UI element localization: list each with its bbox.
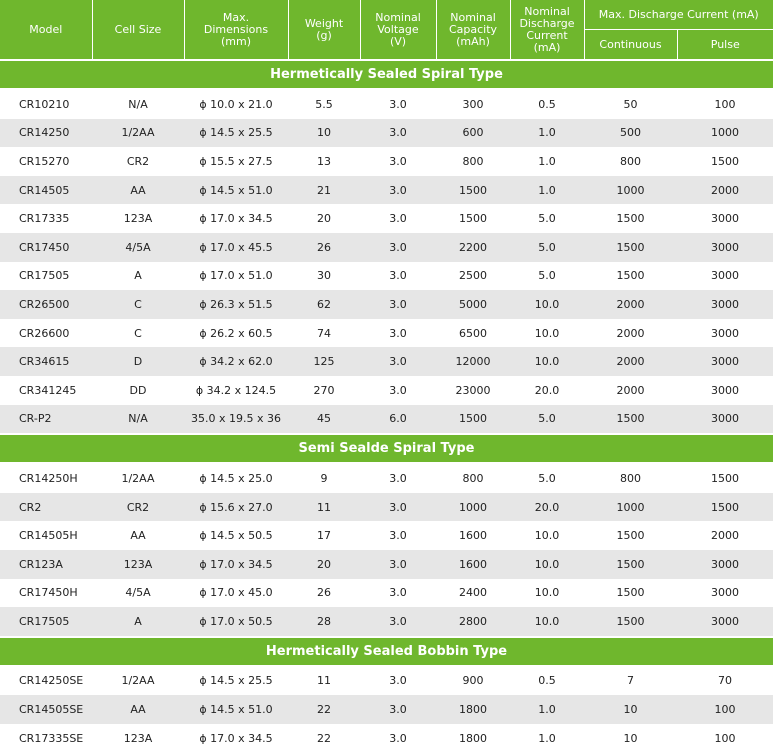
cell-capacity: 800 <box>462 471 484 485</box>
header-capacity: Nominal Capacity (mAh) <box>436 0 510 60</box>
cell-voltage: 3.0 <box>389 529 407 543</box>
section-title: Hermetically Sealed Spiral Type <box>0 60 773 89</box>
cell-continuous: 1000 <box>584 493 677 522</box>
cell-pulse: 3000 <box>711 586 739 600</box>
cell-pulse: 3000 <box>677 405 773 435</box>
cell-model: CR17335 <box>19 212 70 226</box>
cell-pulse: 2000 <box>677 176 773 205</box>
cell-model: CR-P2 <box>0 405 92 435</box>
cell-voltage: 3.0 <box>389 586 407 600</box>
cell-dimensions: ϕ 14.5 x 25.0 <box>199 471 273 485</box>
cell-capacity: 1500 <box>459 212 487 226</box>
cell-weight: 22 <box>317 731 331 745</box>
table-row <box>0 695 773 724</box>
cell-discharge: 10.0 <box>510 290 584 319</box>
cell-model: CR17450H <box>19 586 78 600</box>
cell-discharge: 0.5 <box>538 674 556 688</box>
cell-pulse: 3000 <box>677 347 773 376</box>
cell-voltage: 3.0 <box>389 471 407 485</box>
cell-dimensions: ϕ 17.0 x 34.5 <box>199 212 273 226</box>
cell-pulse: 3000 <box>677 233 773 262</box>
table-row <box>0 550 773 579</box>
cell-capacity: 1600 <box>436 550 510 579</box>
cell-continuous: 1500 <box>616 212 645 226</box>
cell-voltage: 3.0 <box>360 493 436 522</box>
table-row <box>0 376 773 405</box>
cell-pulse: 3000 <box>711 269 739 283</box>
cell-model: CR17335SE <box>19 731 84 745</box>
cell-voltage: 3.0 <box>389 212 407 226</box>
cell-weight: 62 <box>288 290 360 319</box>
table-row <box>0 463 773 493</box>
cell-discharge: 10.0 <box>510 607 584 637</box>
table-row <box>0 119 773 148</box>
header-cell-size: Cell Size <box>92 0 184 60</box>
cell-discharge: 10.0 <box>534 326 560 340</box>
cell-cell-size: N/A <box>92 405 184 435</box>
cell-cell-size: A <box>92 607 184 637</box>
cell-discharge: 5.0 <box>538 471 556 485</box>
table-row <box>0 89 773 119</box>
cell-capacity: 1800 <box>436 695 510 724</box>
cell-weight: 26 <box>317 586 331 600</box>
cell-voltage: 3.0 <box>360 176 436 205</box>
cell-cell-size: AA <box>92 695 184 724</box>
cell-discharge: 10.0 <box>510 550 584 579</box>
table-row <box>0 724 773 752</box>
cell-model: CR14250H <box>19 471 78 485</box>
section-title: Hermetically Sealed Bobbin Type <box>0 637 773 666</box>
table-body <box>0 60 773 752</box>
cell-cell-size: 1/2AA <box>92 119 184 148</box>
cell-dimensions: ϕ 17.0 x 45.0 <box>199 586 273 600</box>
cell-capacity: 1800 <box>459 731 487 745</box>
cell-voltage: 3.0 <box>360 550 436 579</box>
header-pulse: Pulse <box>677 30 773 61</box>
cell-model: CR14505H <box>19 529 78 543</box>
cell-weight: 125 <box>288 347 360 376</box>
section-title: Semi Sealde Spiral Type <box>0 434 773 463</box>
cell-voltage: 3.0 <box>360 695 436 724</box>
cell-model: CR14505SE <box>0 695 92 724</box>
table-row <box>0 176 773 205</box>
cell-model: CR14250SE <box>19 674 84 688</box>
table-row <box>0 405 773 435</box>
cell-pulse: 1500 <box>711 471 739 485</box>
cell-weight: 9 <box>320 471 328 485</box>
table-row <box>0 521 773 550</box>
cell-pulse: 1500 <box>677 493 773 522</box>
cell-cell-size: 123A <box>123 731 153 745</box>
cell-continuous: 2000 <box>616 326 645 340</box>
cell-continuous: 800 <box>620 154 641 168</box>
cell-voltage: 3.0 <box>360 233 436 262</box>
cell-continuous: 1500 <box>616 529 645 543</box>
cell-model: CR34615 <box>0 347 92 376</box>
cell-continuous: 1500 <box>616 586 645 600</box>
cell-weight: 10 <box>288 119 360 148</box>
cell-discharge: 1.0 <box>510 119 584 148</box>
cell-cell-size: 1/2AA <box>121 674 155 688</box>
table-row <box>0 347 773 376</box>
cell-cell-size: CR2 <box>126 154 150 168</box>
cell-voltage: 3.0 <box>389 326 407 340</box>
cell-cell-size: C <box>134 326 142 340</box>
cell-discharge: 20.0 <box>510 493 584 522</box>
cell-dimensions: ϕ 34.2 x 124.5 <box>195 383 277 397</box>
cell-weight: 11 <box>317 674 331 688</box>
cell-pulse: 100 <box>714 731 736 745</box>
cell-pulse: 100 <box>714 97 736 111</box>
cell-cell-size: 123A <box>123 212 153 226</box>
cell-pulse: 1500 <box>711 154 739 168</box>
cell-weight: 21 <box>288 176 360 205</box>
cell-continuous: 50 <box>623 97 638 111</box>
cell-continuous: 7 <box>627 674 634 688</box>
cell-weight: 74 <box>317 326 331 340</box>
cell-weight: 17 <box>317 529 331 543</box>
cell-model: CR10210 <box>19 97 70 111</box>
cell-continuous: 1000 <box>584 176 677 205</box>
cell-dimensions: ϕ 26.2 x 60.5 <box>199 326 273 340</box>
cell-model: CR14505 <box>0 176 92 205</box>
cell-model: CR17505 <box>19 269 70 283</box>
cell-dimensions: ϕ 14.5 x 25.5 <box>199 674 273 688</box>
table-row <box>0 493 773 522</box>
cell-capacity: 1600 <box>459 529 487 543</box>
header-weight: Weight (g) <box>288 0 360 60</box>
cell-weight: 5.5 <box>315 97 333 111</box>
cell-capacity: 12000 <box>436 347 510 376</box>
cell-dimensions: ϕ 14.5 x 51.0 <box>184 695 288 724</box>
cell-weight: 11 <box>288 493 360 522</box>
cell-continuous: 1500 <box>584 550 677 579</box>
cell-model: CR26500 <box>0 290 92 319</box>
cell-dimensions: ϕ 26.3 x 51.5 <box>184 290 288 319</box>
cell-cell-size: A <box>134 269 142 283</box>
cell-model: CR14250 <box>0 119 92 148</box>
cell-discharge: 5.0 <box>510 233 584 262</box>
cell-capacity: 1000 <box>436 493 510 522</box>
cell-capacity: 300 <box>462 97 484 111</box>
table-row <box>0 290 773 319</box>
cell-weight: 45 <box>288 405 360 435</box>
header-dimensions: Max. Dimensions (mm) <box>184 0 288 60</box>
cell-capacity: 1500 <box>436 405 510 435</box>
table-row <box>0 233 773 262</box>
cell-continuous: 1500 <box>584 233 677 262</box>
cell-discharge: 10.0 <box>510 347 584 376</box>
cell-cell-size: AA <box>130 529 146 543</box>
cell-capacity: 23000 <box>455 383 491 397</box>
cell-weight: 20 <box>288 550 360 579</box>
cell-model: CR2 <box>0 493 92 522</box>
cell-continuous: 1500 <box>616 269 645 283</box>
cell-cell-size: D <box>92 347 184 376</box>
cell-model: CR17505 <box>0 607 92 637</box>
cell-voltage: 3.0 <box>389 154 407 168</box>
cell-voltage: 3.0 <box>360 607 436 637</box>
cell-discharge: 5.0 <box>538 212 556 226</box>
cell-dimensions: 35.0 x 19.5 x 36 <box>184 405 288 435</box>
cell-continuous: 500 <box>584 119 677 148</box>
header-max-discharge: Max. Discharge Current (mA) <box>584 0 773 30</box>
cell-capacity: 900 <box>462 674 484 688</box>
cell-pulse: 3000 <box>677 290 773 319</box>
cell-pulse: 70 <box>718 674 732 688</box>
cell-model: CR123A <box>0 550 92 579</box>
cell-dimensions: ϕ 17.0 x 50.5 <box>184 607 288 637</box>
cell-pulse: 3000 <box>711 212 739 226</box>
cell-weight: 270 <box>313 383 335 397</box>
cell-capacity: 600 <box>436 119 510 148</box>
cell-dimensions: ϕ 15.5 x 27.5 <box>199 154 273 168</box>
cell-model: CR17450 <box>0 233 92 262</box>
cell-continuous: 800 <box>620 471 641 485</box>
header-model: Model <box>0 0 92 60</box>
cell-model: CR15270 <box>19 154 70 168</box>
cell-continuous: 1500 <box>584 607 677 637</box>
cell-cell-size: 123A <box>92 550 184 579</box>
cell-pulse: 100 <box>677 695 773 724</box>
cell-discharge: 1.0 <box>510 176 584 205</box>
cell-weight: 13 <box>317 154 331 168</box>
cell-discharge: 1.0 <box>510 695 584 724</box>
cell-capacity: 2500 <box>459 269 487 283</box>
cell-pulse: 1000 <box>677 119 773 148</box>
cell-dimensions: ϕ 34.2 x 62.0 <box>184 347 288 376</box>
cell-voltage: 6.0 <box>360 405 436 435</box>
cell-dimensions: ϕ 14.5 x 25.5 <box>184 119 288 148</box>
cell-continuous: 10 <box>584 695 677 724</box>
cell-voltage: 3.0 <box>360 119 436 148</box>
cell-weight: 28 <box>288 607 360 637</box>
cell-voltage: 3.0 <box>389 674 407 688</box>
cell-capacity: 2400 <box>459 586 487 600</box>
cell-discharge: 1.0 <box>538 154 556 168</box>
cell-cell-size: AA <box>92 176 184 205</box>
cell-weight: 20 <box>317 212 331 226</box>
cell-voltage: 3.0 <box>360 290 436 319</box>
cell-weight: 30 <box>317 269 331 283</box>
table-row <box>0 579 773 608</box>
header-voltage: Nominal Voltage (V) <box>360 0 436 60</box>
cell-weight: 26 <box>288 233 360 262</box>
cell-continuous: 1500 <box>584 405 677 435</box>
table-row <box>0 262 773 291</box>
cell-discharge: 10.0 <box>534 586 560 600</box>
cell-discharge: 0.5 <box>538 97 556 111</box>
cell-voltage: 3.0 <box>389 269 407 283</box>
cell-dimensions: ϕ 10.0 x 21.0 <box>199 97 273 111</box>
cell-capacity: 1500 <box>436 176 510 205</box>
table-row <box>0 607 773 637</box>
cell-model: CR341245 <box>19 383 77 397</box>
cell-cell-size: N/A <box>128 97 148 111</box>
cell-dimensions: ϕ 17.0 x 45.5 <box>184 233 288 262</box>
cell-voltage: 3.0 <box>360 347 436 376</box>
cell-dimensions: ϕ 14.5 x 50.5 <box>199 529 273 543</box>
cell-capacity: 2800 <box>436 607 510 637</box>
cell-cell-size: 4/5A <box>92 233 184 262</box>
cell-dimensions: ϕ 17.0 x 51.0 <box>199 269 273 283</box>
cell-discharge: 5.0 <box>510 405 584 435</box>
cell-discharge: 20.0 <box>534 383 560 397</box>
cell-capacity: 5000 <box>436 290 510 319</box>
table-row <box>0 319 773 348</box>
cell-voltage: 3.0 <box>389 383 407 397</box>
cell-continuous: 2000 <box>584 347 677 376</box>
cell-pulse: 2000 <box>711 529 739 543</box>
cell-cell-size: 1/2AA <box>121 471 155 485</box>
cell-pulse: 3000 <box>711 383 739 397</box>
cell-discharge: 10.0 <box>534 529 560 543</box>
cell-discharge: 5.0 <box>538 269 556 283</box>
cell-dimensions: ϕ 14.5 x 51.0 <box>184 176 288 205</box>
cell-continuous: 2000 <box>584 290 677 319</box>
cell-pulse: 3000 <box>711 326 739 340</box>
cell-pulse: 3000 <box>677 550 773 579</box>
cell-voltage: 3.0 <box>389 97 407 111</box>
table-row <box>0 204 773 233</box>
cell-cell-size: CR2 <box>92 493 184 522</box>
table-row <box>0 666 773 696</box>
table-row <box>0 147 773 176</box>
cell-dimensions: ϕ 17.0 x 34.5 <box>199 731 273 745</box>
cell-continuous: 10 <box>623 731 638 745</box>
cell-cell-size: 4/5A <box>125 586 151 600</box>
cell-dimensions: ϕ 17.0 x 34.5 <box>184 550 288 579</box>
cell-model: CR26600 <box>19 326 70 340</box>
cell-capacity: 2200 <box>436 233 510 262</box>
cell-cell-size: DD <box>129 383 147 397</box>
cell-dimensions: ϕ 15.6 x 27.0 <box>184 493 288 522</box>
cell-continuous: 2000 <box>616 383 645 397</box>
cell-voltage: 3.0 <box>389 731 407 745</box>
cell-capacity: 800 <box>462 154 484 168</box>
cell-weight: 22 <box>288 695 360 724</box>
cell-cell-size: C <box>92 290 184 319</box>
cell-capacity: 6500 <box>459 326 487 340</box>
cell-pulse: 3000 <box>677 607 773 637</box>
header-continuous: Continuous <box>584 30 677 61</box>
cell-discharge: 1.0 <box>538 731 556 745</box>
header-discharge-current: Nominal Discharge Current (mA) <box>510 0 584 60</box>
